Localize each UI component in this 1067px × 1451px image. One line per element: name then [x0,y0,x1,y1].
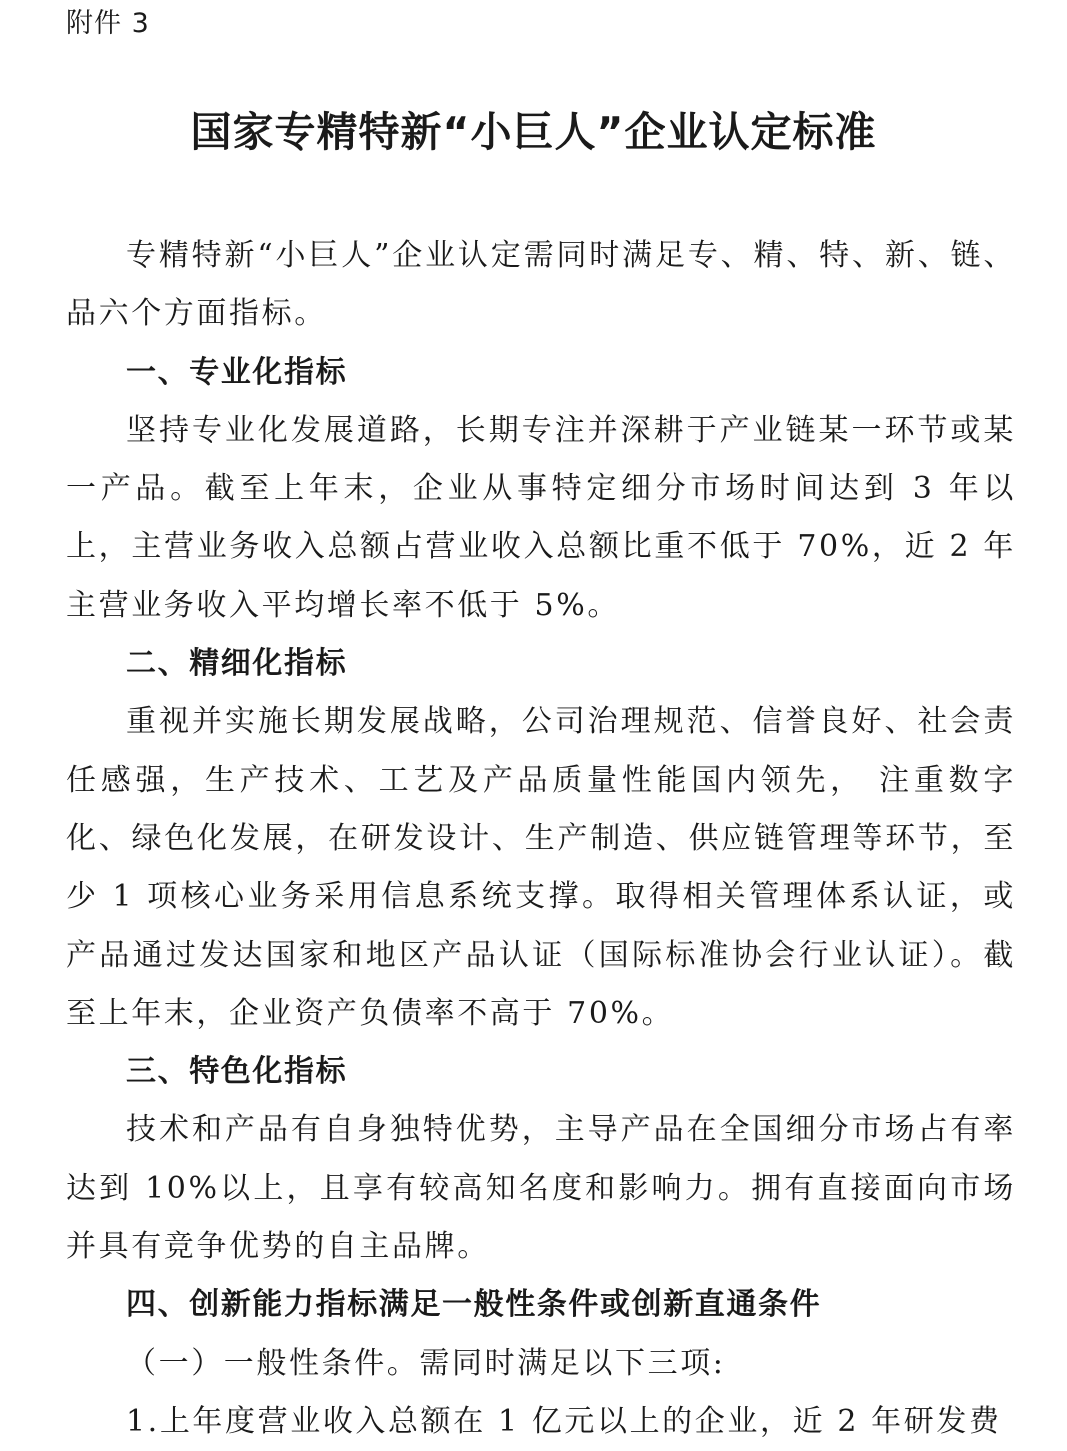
document-body [66,227,1016,1451]
section-heading-specialization: 一、专业化指标 [126,354,348,390]
intro-paragraph: 专精特新“小巨人”企业认定需同时满足专、精、特、新、链、品六个方面指标。 [66,238,1016,332]
section-heading-innovation: 四、创新能力指标满足一般性条件或创新直通条件 [126,1287,822,1323]
section-heading-refinement: 二、精细化指标 [126,646,348,682]
general-conditions-paragraph: （一）一般性条件。需同时满足以下三项: [126,1345,726,1381]
characteristic-paragraph: 技术和产品有自身独特优势，主导产品在全国细分市场占有率达到 10%以上，且享有较高知名度和影响力。拥有直接面向市场并具有竞争优势的自主品牌。 [66,1112,1016,1265]
specialization-paragraph: 坚持专业化发展道路，长期专注并深耕于产业链某一环节或某一产品。截至上年末，企业从事特定细分市场时间达到 3 年以上，主营业务收入总额占营业收入总额比重不低于 70%，近 2 年主营业务收入平均增长率不低于 5%。 [66,412,1016,623]
attachment-label: 附件 3 [66,8,150,39]
section-heading-characteristic: 三、特色化指标 [126,1054,348,1090]
refinement-paragraph: 重视并实施长期发展战略，公司治理规范、信誉良好、社会责任感强，生产技术、工艺及产品质量性能国内领先， 注重数字化、绿色化发展，在研发设计、生产制造、供应链管理等环节，至少 1 项核心业务采用信息系统支撑。取得相关管理体系认证，或产品通过发达国家和地区产品认证（国际标准协会行业认证）。截至上年末，企业资产负债率不高于 70%。 [66,704,1016,1031]
condition-item-1: 1.上年度营业收入总额在 1 亿元以上的企业，近 2 年研发费 [126,1403,1002,1439]
document-title: 国家专精特新“小巨人”企业认定标准 [190,108,877,156]
